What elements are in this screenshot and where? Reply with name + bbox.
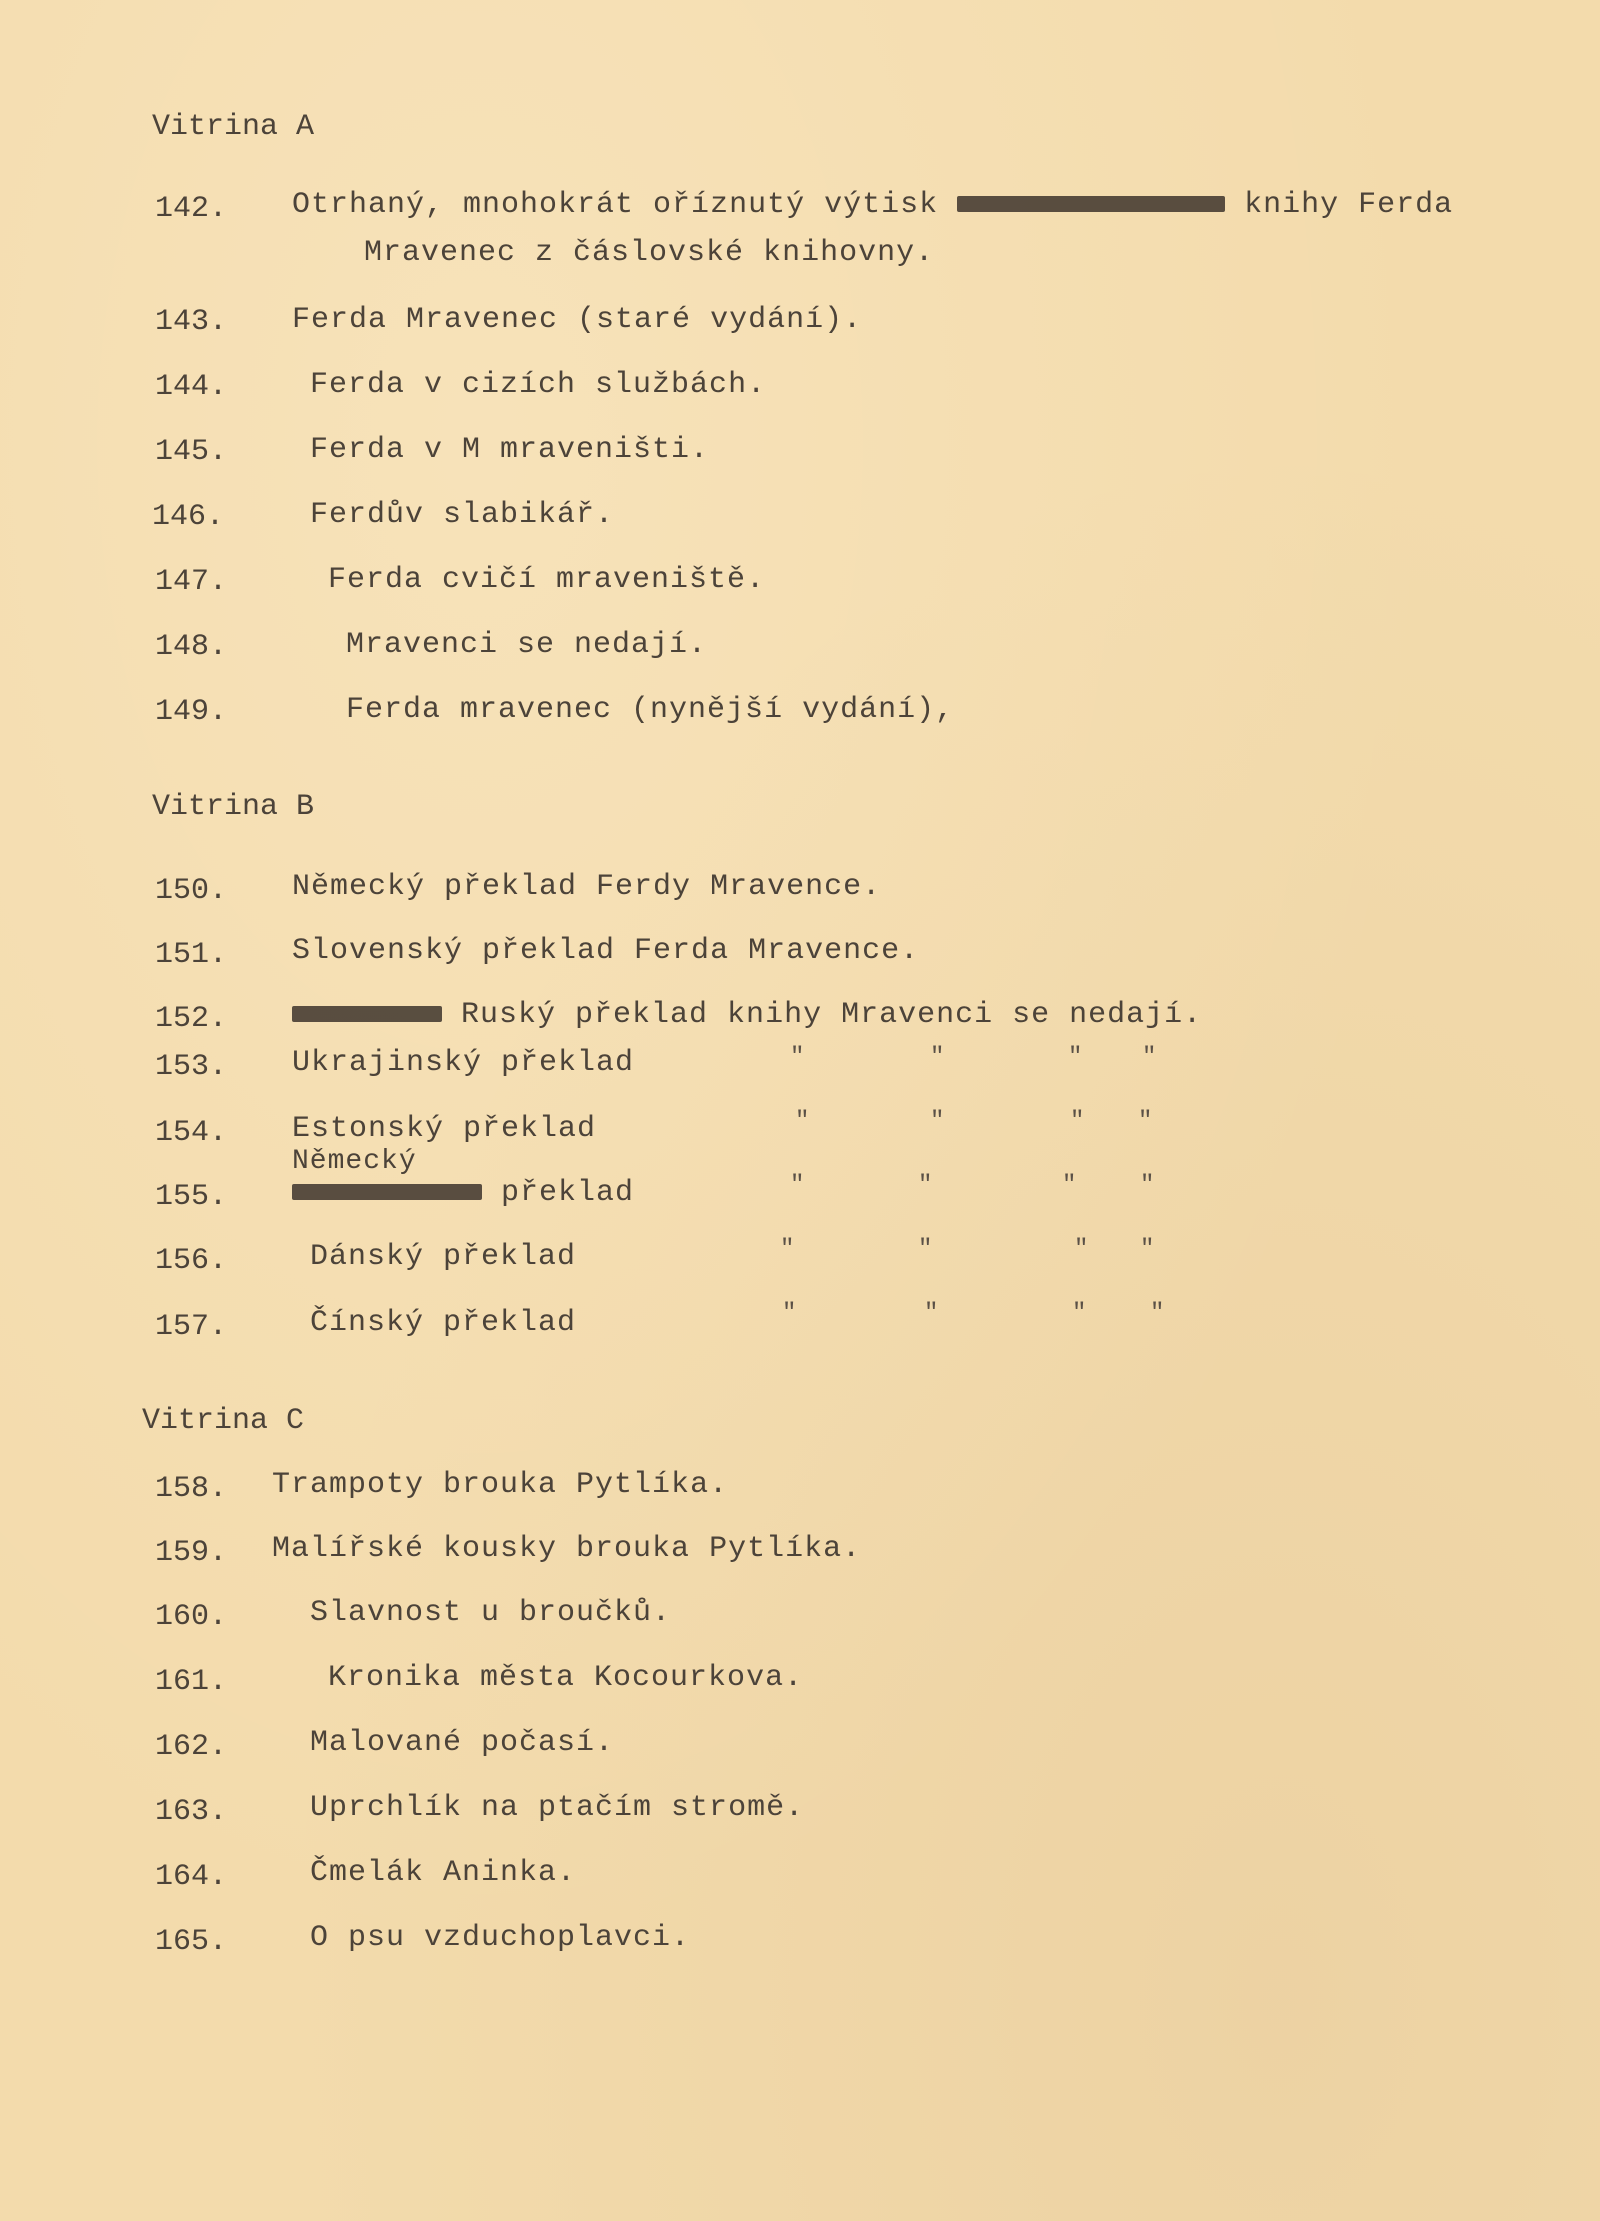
struck-text-142 [957, 196, 1225, 212]
heading-vitrina-a: Vitrina A [152, 110, 315, 144]
item-151-text: Slovenský překlad Ferda Mravence. [292, 934, 920, 968]
item-number-145: 145. [155, 435, 228, 469]
ditto-mark: " [782, 1300, 797, 1327]
item-number-149: 149. [155, 695, 228, 729]
ditto-mark: " [1062, 1172, 1077, 1199]
item-number-147: 147. [155, 565, 228, 599]
ditto-mark: " [1072, 1300, 1087, 1327]
item-number-161: 161. [155, 1665, 228, 1699]
item-142-line1 [292, 188, 1453, 222]
item-152-line [292, 998, 1202, 1032]
ditto-mark: " [1140, 1236, 1155, 1263]
item-number-150: 150. [155, 874, 228, 908]
item-number-151: 151. [155, 938, 228, 972]
ditto-mark: " [918, 1172, 933, 1199]
ditto-mark: " [1140, 1172, 1155, 1199]
item-number-162: 162. [155, 1730, 228, 1764]
item-159-text: Malířské kousky brouka Pytlíka. [272, 1532, 862, 1566]
item-149-text: Ferda mravenec (nynější vydání), [346, 693, 955, 727]
item-number-143: 143. [155, 305, 228, 339]
item-number-164: 164. [155, 1860, 228, 1894]
item-number-154: 154. [155, 1116, 228, 1150]
item-146-text: Ferdův slabikář. [310, 498, 615, 532]
item-144-text: Ferda v cizích službách. [310, 368, 767, 402]
item-157-text: Čínský překlad [310, 1306, 577, 1340]
ditto-mark: " [918, 1236, 933, 1263]
item-number-142: 142. [155, 192, 228, 226]
ditto-mark: " [790, 1172, 805, 1199]
item-160-text: Slavnost u broučků. [310, 1596, 672, 1630]
ditto-mark: " [1138, 1108, 1153, 1135]
item-156-text: Dánský překlad [310, 1240, 577, 1274]
ditto-mark: " [930, 1044, 945, 1071]
item-number-156: 156. [155, 1244, 228, 1278]
item-147-text: Ferda cvičí mraveniště. [328, 563, 766, 597]
ditto-mark: " [795, 1108, 810, 1135]
item-number-144: 144. [155, 370, 228, 404]
item-number-152: 152. [155, 1002, 228, 1036]
ditto-mark: " [1150, 1300, 1165, 1327]
item-164-text: Čmelák Aninka. [310, 1856, 577, 1890]
item-162-text: Malované počasí. [310, 1726, 615, 1760]
item-155-correction-above: Německý [292, 1146, 417, 1177]
struck-text-155 [292, 1184, 482, 1200]
item-155-text: překlad [501, 1176, 635, 1210]
item-165-text: O psu vzduchoplavci. [310, 1921, 691, 1955]
item-150-text: Německý překlad Ferdy Mravence. [292, 870, 882, 904]
ditto-mark: " [930, 1108, 945, 1135]
ditto-mark: " [1070, 1108, 1085, 1135]
item-number-153: 153. [155, 1050, 228, 1084]
item-number-160: 160. [155, 1600, 228, 1634]
heading-vitrina-b: Vitrina B [152, 790, 315, 824]
item-153-text: Ukrajinský překlad [292, 1046, 635, 1080]
ditto-mark: " [1068, 1044, 1083, 1071]
item-number-159: 159. [155, 1536, 228, 1570]
item-142-text: Otrhaný, mnohokrát oříznutý výtisk [292, 188, 939, 222]
item-number-148: 148. [155, 630, 228, 664]
item-163-text: Uprchlík na ptačím stromě. [310, 1791, 805, 1825]
item-154-text: Estonský překlad [292, 1112, 597, 1146]
item-number-155: 155. [155, 1180, 228, 1214]
item-number-163: 163. [155, 1795, 228, 1829]
ditto-mark: " [1142, 1044, 1157, 1071]
ditto-mark: " [1074, 1236, 1089, 1263]
ditto-mark: " [780, 1236, 795, 1263]
item-number-146: 146. [152, 500, 225, 534]
item-number-157: 157. [155, 1310, 228, 1344]
ditto-mark: " [924, 1300, 939, 1327]
item-number-165: 165. [155, 1925, 228, 1959]
item-158-text: Trampoty brouka Pytlíka. [272, 1468, 729, 1502]
ditto-mark: " [790, 1044, 805, 1071]
struck-text-152 [292, 1006, 442, 1022]
item-number-158: 158. [155, 1472, 228, 1506]
item-148-text: Mravenci se nedají. [346, 628, 708, 662]
item-152-text: Ruský překlad knihy Mravenci se nedají. [461, 998, 1203, 1032]
item-142-text-after: knihy Ferda [1244, 188, 1454, 222]
item-142-line2: Mravenec z čáslovské knihovny. [364, 236, 935, 270]
item-155-line [292, 1176, 634, 1210]
item-143-text: Ferda Mravenec (staré vydání). [292, 303, 863, 337]
item-145-text: Ferda v M mraveništi. [310, 433, 710, 467]
item-161-text: Kronika města Kocourkova. [328, 1661, 804, 1695]
heading-vitrina-c: Vitrina C [142, 1404, 305, 1438]
